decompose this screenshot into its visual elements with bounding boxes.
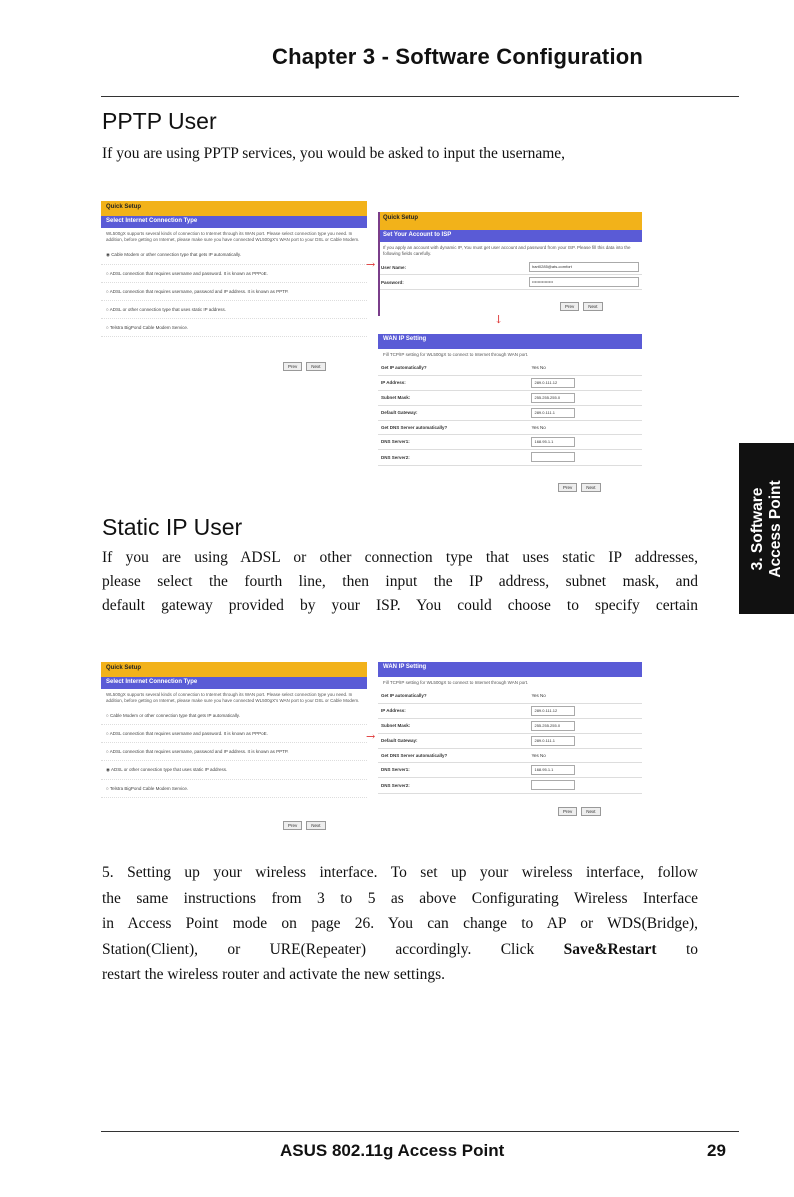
screenshot-wan-ip-1: WAN IP Setting Fill TCP/IP setting for WL500gX to connect to Internet through WAN port. Get IP automatically? Yes No IP Address: 289.0.111.12 Subnet Mask: 255.255.255.0 Default Gateway: 289.0.111.1 Get DNS Server automatically? Yes No DNS Server1: 168.95.1.1 DNS Server2: Prev Next (378, 334, 642, 496)
connection-option: ○ Telstra BigPond Cable Modem Service. (101, 319, 367, 337)
pptp-line: If you are using PPTP services, you would be asked to input the username, (102, 145, 566, 162)
connection-option: ○ ADSL connection that requires username, password and IP address. It is known as PPTP. (101, 283, 367, 301)
step5-line: the same instructions from 3 to 5 as above Configurating Wireless Interface (102, 889, 698, 907)
wan-header: WAN IP Setting (378, 334, 642, 349)
wan-header: WAN IP Setting (378, 662, 642, 677)
page-number: 29 (707, 1141, 726, 1160)
quick-setup-header: Quick Setup (101, 662, 367, 677)
user-name-field: hart0285@ats-comfort (529, 262, 639, 272)
static-ip-paragraph (102, 546, 698, 618)
connection-option: ○ ADSL connection that requires username, password and IP address. It is known as PPTP. (101, 743, 367, 761)
quick-setup-header: Quick Setup (378, 212, 642, 230)
static-ip-line: If you are using ADSL or other connection type that uses static IP addresses, (102, 549, 698, 566)
arrow-right-icon: → (366, 258, 376, 271)
screenshot-account (378, 212, 642, 316)
next-button: Next (306, 821, 325, 830)
prev-button: Prev (558, 807, 577, 816)
footer-title: ASUS 802.11g Access Point (280, 1141, 505, 1160)
pptp-paragraph (102, 142, 698, 166)
arrow-right-icon: → (366, 730, 376, 743)
connection-option: ○ Cable Modem or other connection type that gets IP automatically. (101, 707, 367, 725)
connection-option: ◉ Cable Modem or other connection type that gets IP automatically. (101, 246, 367, 265)
chapter-title: Chapter 3 - Software Configuration (272, 44, 644, 69)
next-button: Next (581, 807, 600, 816)
static-ip-line: please select the fourth line, then input the IP address, subnet mask, and (102, 573, 698, 590)
step5-line: Station(Client), or URE(Repeater) accordingly. Click Save&Restart to (102, 940, 698, 958)
save-restart-label: Save&Restart (563, 940, 657, 958)
select-type-header: Select Internet Connection Type (101, 216, 367, 228)
screenshot-wan-ip-2: WAN IP Setting Fill TCP/IP setting for WL500gX to connect to Internet through WAN port. Get IP automatically? Yes No IP Address: 289.0.111.12 Subnet Mask: 255.255.255.0 Default Gateway: 289.0.111.1 Get DNS Server automatically? Yes No DNS Server1: 168.95.1.1 DNS Server2: Prev Next (378, 662, 642, 820)
header-rule (101, 96, 739, 97)
user-name-label: User Name: (378, 260, 526, 275)
password-label: Password: (378, 275, 526, 290)
pptp-section-title: PPTP User (102, 108, 217, 134)
account-description: If you apply an account with dynamic IP, You must get user account and password from your ISP. Please fill this data into the following fields carefully. (383, 245, 631, 256)
prev-button: Prev (283, 821, 302, 830)
side-tab-line2: Access Point (766, 479, 784, 578)
connection-option: ○ ADSL or other connection type that uses static IP address. (101, 301, 367, 319)
step5-paragraph (102, 860, 698, 988)
select-type-header: Select Internet Connection Type (101, 677, 367, 689)
footer-rule (101, 1131, 739, 1132)
static-ip-line: default gateway provided by your ISP. You could choose to specify certain (102, 597, 698, 614)
side-tab-line1: 3. Software (748, 487, 766, 570)
next-button: Next (306, 362, 325, 371)
account-header: Set Your Account to ISP (378, 230, 642, 242)
prev-button: Prev (558, 483, 577, 492)
select-type-description: WL500gX supports several kinds of connection to Internet through its WAN port. Please select connection type you need. In addition, before getting on Internet, please make sure you have connected WL500gX's WAN port to your DSL or Cable Modem. (106, 692, 360, 703)
arrow-down-icon: ↓ (494, 313, 504, 326)
select-type-description: WL500gX supports several kinds of connection to Internet through its WAN port. Please select connection type you need. In addition, before getting on Internet, please make sure you have connected WL500gX's WAN port to your DSL or Cable Modem. (106, 231, 360, 242)
wan-description: Fill TCP/IP setting for WL500gX to connect to Internet through WAN port. (383, 352, 529, 357)
screenshot-select-connection-type-1 (101, 201, 367, 377)
wan-description: Fill TCP/IP setting for WL500gX to connect to Internet through WAN port. (383, 680, 529, 685)
prev-button: Prev (560, 302, 579, 311)
step5-line: in Access Point mode on page 26. You can change to AP or WDS(Bridge), (102, 915, 698, 932)
step5-line: 5. Setting up your wireless interface. To set up your wireless interface, follow (102, 864, 698, 881)
password-field: ••••••••••••••• (529, 277, 639, 287)
static-ip-section-title: Static IP User (102, 514, 243, 540)
connection-option: ○ Telstra BigPond Cable Modem Service. (101, 780, 367, 798)
screenshot-select-connection-type-2 (101, 662, 367, 834)
next-button: Next (583, 302, 602, 311)
connection-option: ○ ADSL connection that requires username and password. It is known as PPPoE. (101, 265, 367, 283)
chapter-side-tab (739, 443, 794, 614)
quick-setup-header: Quick Setup (101, 201, 367, 216)
connection-option: ◉ ADSL or other connection type that uses static IP address. (101, 761, 367, 780)
prev-button: Prev (283, 362, 302, 371)
next-button: Next (581, 483, 600, 492)
step5-line: restart the wireless router and activate the new settings. (102, 966, 446, 983)
connection-option: ○ ADSL connection that requires username and password. It is known as PPPoE. (101, 725, 367, 743)
